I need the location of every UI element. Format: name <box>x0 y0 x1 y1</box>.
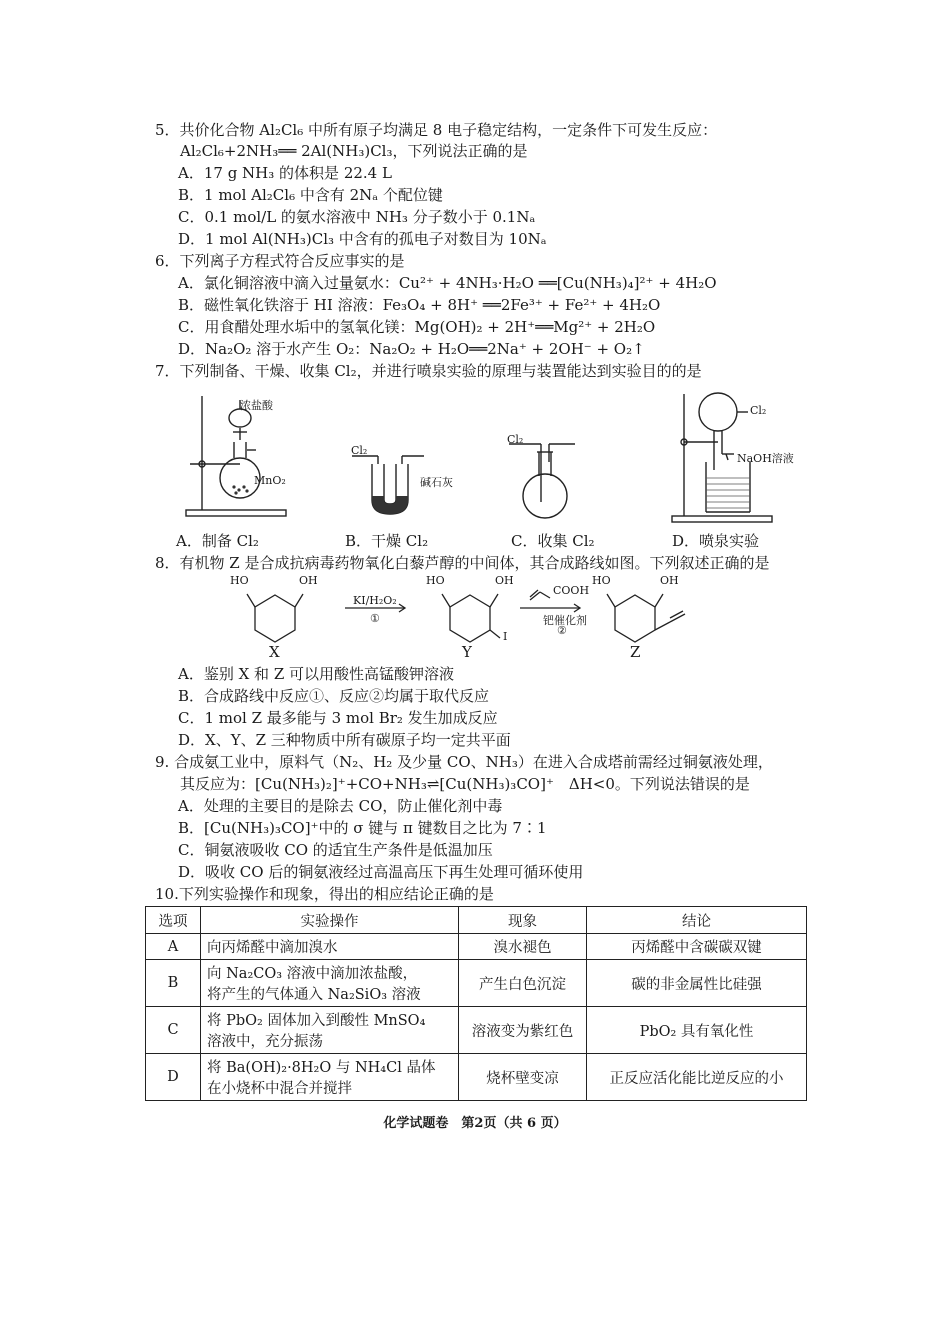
compound-z-label: Z <box>630 643 641 661</box>
row-conclusion: 正反应活化能比逆反应的小 <box>587 1054 807 1101</box>
step1-reagent: KI/H₂O₂ <box>353 594 397 607</box>
table-row <box>146 934 807 960</box>
operation-line: 向丙烯醛中滴加溴水 <box>207 940 338 956</box>
table-row <box>146 1054 807 1101</box>
q8-option-c: C．1 mol Z 最多能与 3 mol Br₂ 发生加成反应 <box>178 709 498 727</box>
q5-stem-line1: 5．共价化合物 Al₂Cl₆ 中所有原子均满足 8 电子稳定结构，一定条件下可发生反应： <box>155 121 718 139</box>
row-phenomenon: 产生白色沉淀 <box>459 960 587 1007</box>
row-phenomenon: 溶液变为紫红色 <box>459 1007 587 1054</box>
q5-option-b: B．1 mol Al₂Cl₆ 中含有 2Nₐ 个配位键 <box>178 186 443 204</box>
step2-reagent: 钯催化剂 <box>543 614 587 627</box>
ring-y <box>450 595 490 642</box>
operation-line: 向 Na₂CO₃ 溶液中滴加浓盐酸， <box>207 966 418 982</box>
row-option: B <box>146 960 201 1007</box>
q6-option-b: B．磁性氧化铁溶于 HI 溶液：Fe₃O₄ + 8H⁺ ══2Fe³⁺ + Fe²⁺ + 4H₂O <box>178 296 661 314</box>
operation-line: 在小烧杯中混合并搅拌 <box>207 1081 352 1097</box>
q7-stem: 7．下列制备、干燥、收集 Cl₂，并进行喷泉实验的原理与装置能达到实验目的的是 <box>155 362 702 380</box>
y-ho-left: HO <box>426 574 445 587</box>
table-row <box>146 960 807 1007</box>
step2-number: ② <box>557 624 567 637</box>
operation-line: 将 Ba(OH)₂·8H₂O 与 NH₄Cl 晶体 <box>207 1060 436 1076</box>
page-footer: 化学试题卷 第2页（共 6 页） <box>383 1116 567 1131</box>
label-conc-hcl: 浓盐酸 <box>240 399 273 412</box>
row-phenomenon: 溴水褪色 <box>459 934 587 960</box>
header-conclusion: 结论 <box>587 907 807 934</box>
q9-option-d: D．吸收 CO 后的铜氨液经过高温高压下再生处理可循环使用 <box>178 863 584 881</box>
row-operation <box>201 960 459 1007</box>
compound-x-label: X <box>269 643 280 661</box>
header-phenomenon: 现象 <box>459 907 587 934</box>
q10-stem: 10.下列实验操作和现象，得出的相应结论正确的是 <box>155 885 494 903</box>
q9-stem-line2: 其反应为：[Cu(NH₃)₂]⁺+CO+NH₃⇌[Cu(NH₃)₃CO]⁺ ΔH<0。下列说法错误的是 <box>180 775 750 793</box>
q5-option-d: D．1 mol Al(NH₃)Cl₃ 中含有的孤电子对数目为 10Nₐ <box>178 230 547 248</box>
row-operation <box>201 934 459 960</box>
x-ho-left: HO <box>230 574 249 587</box>
q8-option-d: D．X、Y、Z 三种物质中所有碳原子均一定共平面 <box>178 731 511 749</box>
q6-stem: 6．下列离子方程式符合反应事实的是 <box>155 252 405 270</box>
q8-option-b: B．合成路线中反应①、反应②均属于取代反应 <box>178 687 490 705</box>
q8-option-a: A．鉴别 X 和 Z 可以用酸性高锰酸钾溶液 <box>178 665 455 683</box>
label-cl2-b: Cl₂ <box>351 444 368 457</box>
caption-b: B．干燥 Cl₂ <box>345 532 429 550</box>
row-option: D <box>146 1054 201 1101</box>
q9-option-c: C．铜氨液吸收 CO 的适宜生产条件是低温加压 <box>178 841 493 859</box>
x-oh-right: OH <box>299 574 318 587</box>
label-naoh-solution: NaOH溶液 <box>737 452 794 465</box>
row-option: A <box>146 934 201 960</box>
row-option: C <box>146 1007 201 1054</box>
label-cl2-d: Cl₂ <box>750 404 767 417</box>
caption-c: C．收集 Cl₂ <box>511 532 595 550</box>
apparatus-a-figure <box>180 392 290 524</box>
header-operation: 实验操作 <box>201 907 459 934</box>
caption-d: D．喷泉实验 <box>672 532 760 550</box>
ring-x <box>255 595 295 642</box>
y-oh-right: OH <box>495 574 514 587</box>
row-conclusion: 碳的非金属性比硅强 <box>587 960 807 1007</box>
q5-option-a: A．17 g NH₃ 的体积是 22.4 L <box>178 164 392 182</box>
y-iodo: I <box>503 630 508 643</box>
q5-stem-line2: Al₂Cl₆+2NH₃══ 2Al(NH₃)Cl₃，下列说法正确的是 <box>180 142 528 160</box>
acrylic-acid-cooh: COOH <box>553 584 590 597</box>
table-row <box>146 1007 807 1054</box>
row-conclusion: 丙烯醛中含碳碳双键 <box>587 934 807 960</box>
q9-option-b: B．[Cu(NH₃)₃CO]⁺中的 σ 键与 π 键数目之比为 7∶1 <box>178 819 547 837</box>
q9-stem-line1: 9. 合成氨工业中，原料气（N₂、H₂ 及少量 CO、NH₃）在进入合成塔前需经过铜氨液处理， <box>155 753 773 771</box>
q6-option-a: A．氯化铜溶液中滴入过量氨水：Cu²⁺ + 4NH₃·H₂O ══[Cu(NH₃)₄]²⁺ + 4H₂O <box>178 274 717 292</box>
q9-option-a: A．处理的主要目的是除去 CO，防止催化剂中毒 <box>178 797 503 815</box>
q5-option-c: C．0.1 mol/L 的氨水溶液中 NH₃ 分子数小于 0.1Nₐ <box>178 208 536 226</box>
caption-a: A．制备 Cl₂ <box>176 532 259 550</box>
row-conclusion: PbO₂ 具有氧化性 <box>587 1007 807 1054</box>
compound-y-label: Y <box>462 643 472 661</box>
label-soda-lime: 碱石灰 <box>420 476 453 489</box>
q10-results-table <box>145 906 807 1101</box>
row-operation <box>201 1007 459 1054</box>
label-cl2-c: Cl₂ <box>507 433 524 446</box>
z-oh-right: OH <box>660 574 679 587</box>
row-operation <box>201 1054 459 1101</box>
table-header-row <box>146 907 807 934</box>
ring-z <box>615 595 655 642</box>
operation-line: 将 PbO₂ 固体加入到酸性 MnSO₄ <box>207 1013 426 1029</box>
step1-number: ① <box>370 612 380 625</box>
operation-line: 溶液中，充分振荡 <box>207 1034 323 1050</box>
z-ho-left: HO <box>592 574 611 587</box>
header-option: 选项 <box>146 907 201 934</box>
row-phenomenon: 烧杯壁变凉 <box>459 1054 587 1101</box>
q6-option-c: C．用食醋处理水垢中的氢氧化镁：Mg(OH)₂ + 2H⁺══Mg²⁺ + 2H₂O <box>178 318 656 336</box>
q6-option-d: D．Na₂O₂ 溶于水产生 O₂：Na₂O₂ + H₂O══2Na⁺ + 2OH⁻ + O₂↑ <box>178 340 645 358</box>
label-mno2: MnO₂ <box>254 474 286 487</box>
operation-line: 将产生的气体通入 Na₂SiO₃ 溶液 <box>207 987 421 1003</box>
q8-stem: 8．有机物 Z 是合成抗病毒药物氧化白藜芦醇的中间体，其合成路线如图。下列叙述正确的是 <box>155 554 770 572</box>
